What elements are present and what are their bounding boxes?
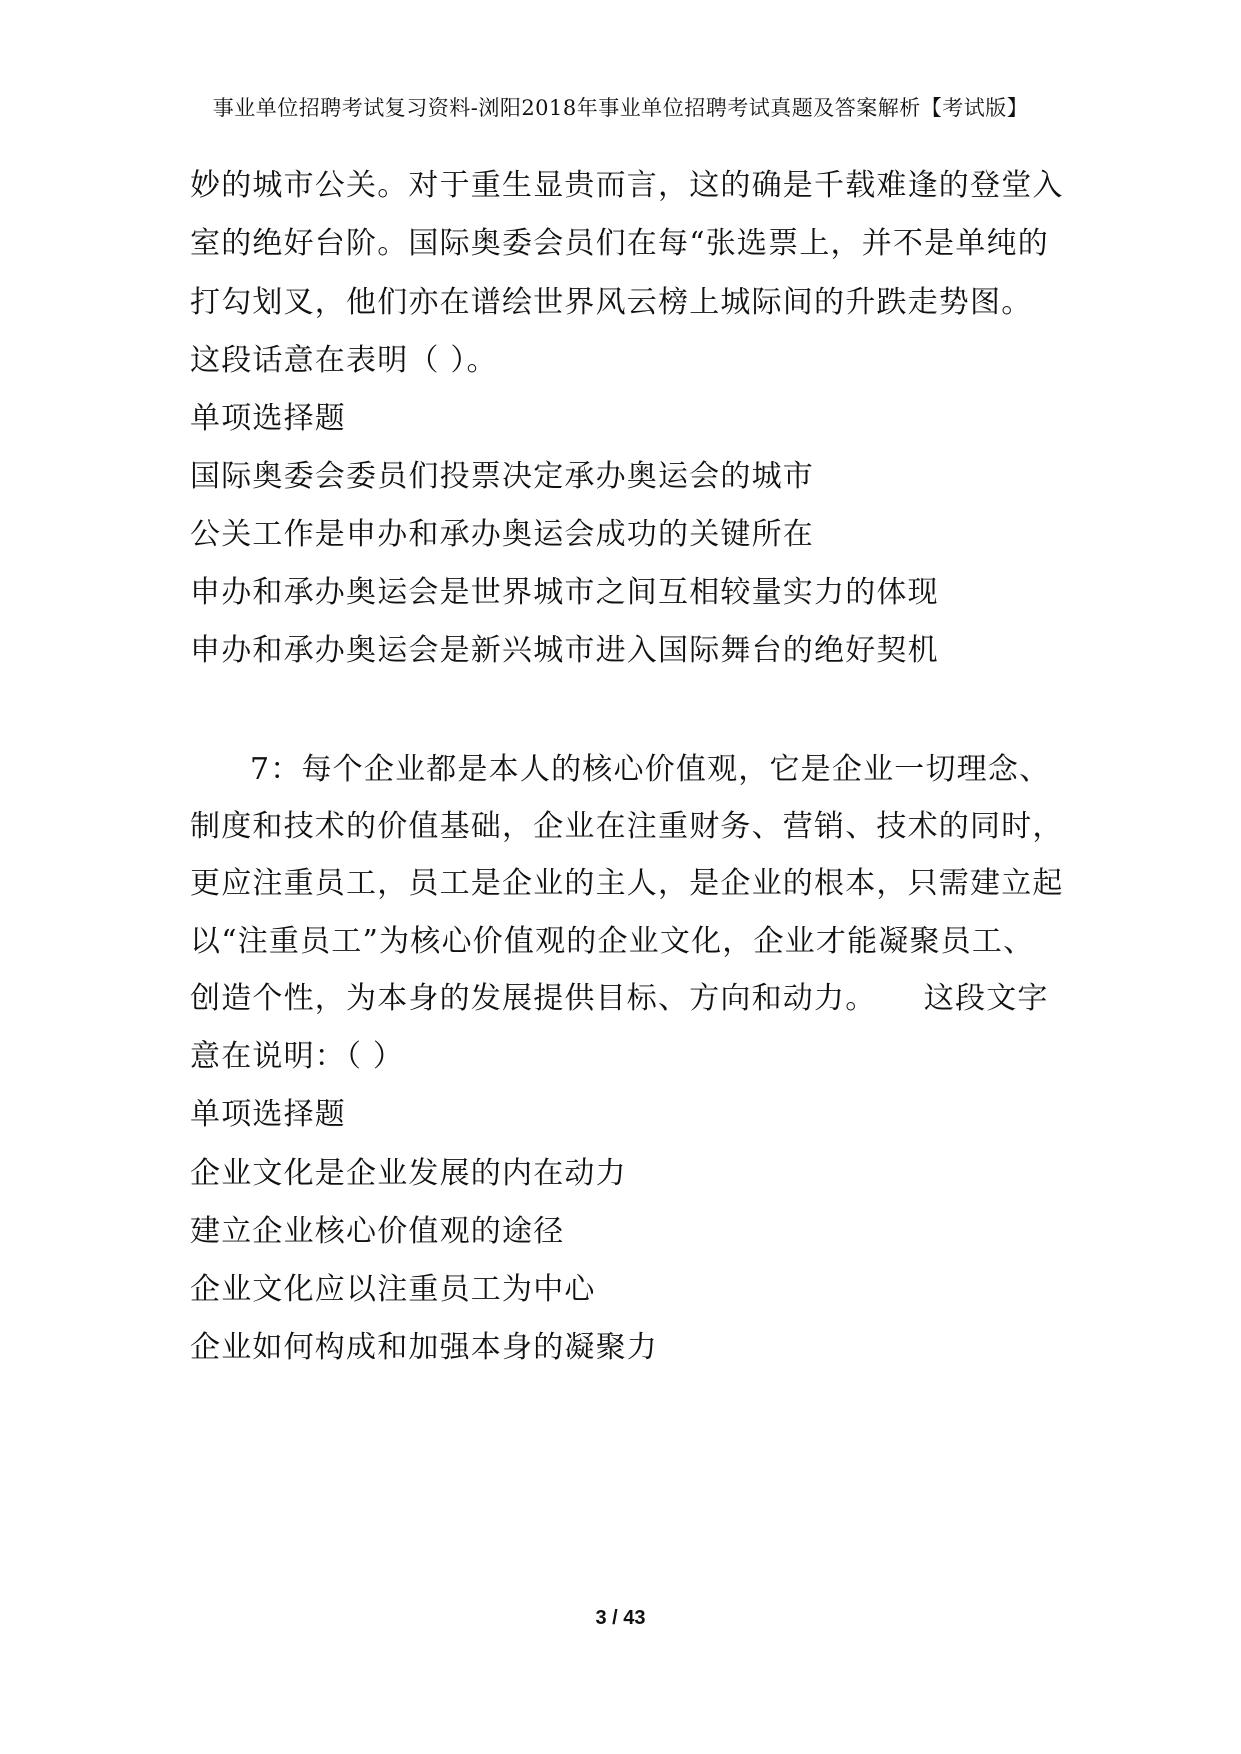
option-d: 企业如何构成和加强本身的凝聚力: [190, 1330, 658, 1365]
page-header: 事业单位招聘考试复习资料-浏阳2018年事业单位招聘考试真题及答案解析【考试版】: [212, 96, 1029, 120]
option-b: 建立企业核心价值观的途径: [190, 1214, 565, 1249]
passage-line: 打勾划叉，他们亦在谱绘世界风云榜上城际间的升跌走势图。: [190, 285, 1033, 320]
option-d: 申办和承办奥运会是新兴城市进入国际舞台的绝好契机: [190, 633, 939, 668]
option-a: 企业文化是企业发展的内在动力: [190, 1156, 627, 1191]
passage-line: 以“注重员工”为核心价值观的企业文化，企业才能凝聚员工、: [190, 924, 1035, 959]
option-a: 国际奥委会委员们投票决定承办奥运会的城市: [190, 459, 814, 494]
page-number: 3 / 43: [595, 1607, 646, 1629]
passage-line: 创造个性，为本身的发展提供目标、方向和动力。 这段文字: [190, 981, 1049, 1016]
question-prompt: 这段话意在表明（ ）。: [190, 343, 498, 378]
passage-line: 妙的城市公关。对于重生显贵而言，这的确是千载难逢的登堂入: [190, 168, 1064, 203]
question-type-label: 单项选择题: [190, 1097, 346, 1132]
option-c: 企业文化应以注重员工为中心: [190, 1272, 596, 1307]
question-prompt: 意在说明：（ ）: [190, 1039, 405, 1074]
option-b: 公关工作是申办和承办奥运会成功的关键所在: [190, 517, 814, 552]
passage-line: 制度和技术的价值基础，企业在注重财务、营销、技术的同时，: [190, 809, 1064, 844]
passage-line: 室的绝好台阶。国际奥委会员们在每“张选票上，并不是单纯的: [190, 226, 1049, 261]
passage-line: 7：每个企业都是本人的核心价值观，它是企业一切理念、: [250, 752, 1051, 787]
passage-line: 更应注重员工，员工是企业的主人，是企业的根本，只需建立起: [190, 866, 1064, 901]
question-type-label: 单项选择题: [190, 401, 346, 436]
option-c: 申办和承办奥运会是世界城市之间互相较量实力的体现: [190, 575, 939, 610]
